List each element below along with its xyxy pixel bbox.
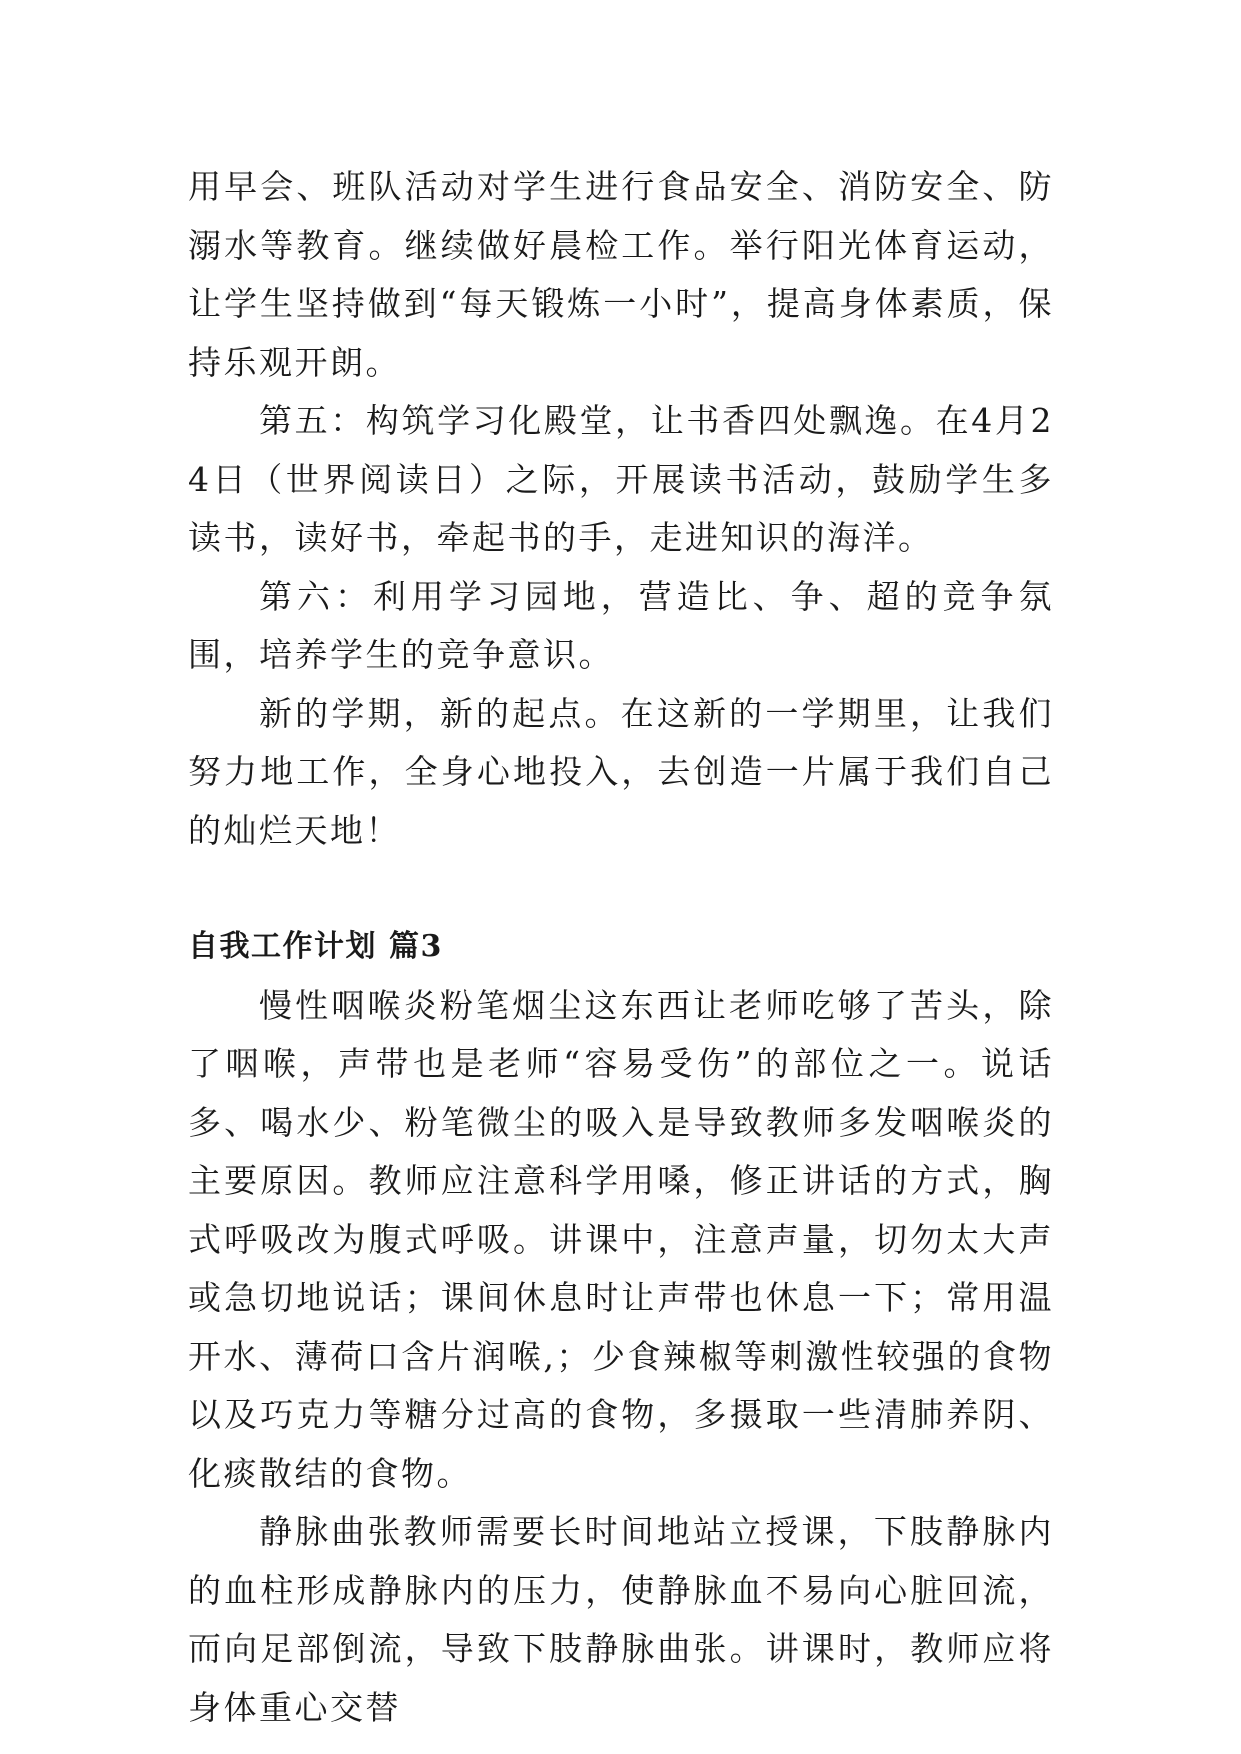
document-body [188, 158, 1054, 1737]
section-spacer [188, 860, 1054, 918]
paragraph-pharyngitis: 慢性咽喉炎粉笔烟尘这东西让老师吃够了苦头，除了咽喉，声带也是老师“容易受伤”的部位之一。说话多、喝水少、粉笔微尘的吸入是导致教师多发咽喉炎的主要原因。教师应注意科学用嗓，修正讲话的方式，胸式呼吸改为腹式呼吸。讲课中，注意声量，切勿太大声或急切地说话；课间休息时让声带也休息一下；常用温开水、薄荷口含片润喉,；少食辣椒等刺激性较强的食物以及巧克力等糖分过高的食物，多摄取一些清肺养阴、化痰散结的食物。 [188, 985, 1054, 1493]
paragraph-varicose-veins: 静脉曲张教师需要长时间地站立授课，下肢静脉内的血柱形成静脉内的压力，使静脉血不易向心脏回流，而向足部倒流，导致下肢静脉曲张。讲课时，教师应将身体重心交替 [188, 1512, 1054, 1727]
section-heading: 自我工作计划 篇3 [188, 929, 443, 964]
paragraph-new-semester: 新的学期，新的起点。在这新的一学期里，让我们努力地工作，全身心地投入，去创造一片属于我们自己的灿烂天地！ [188, 693, 1054, 850]
paragraph-fifth-reading: 第五：构筑学习化殿堂，让书香四处飘逸。在4月24日（世界阅读日）之际，开展读书活动，鼓励学生多读书，读好书，牵起书的手，走进知识的海洋。 [188, 401, 1054, 557]
paragraph-safety-education: 用早会、班队活动对学生进行食品安全、消防安全、防溺水等教育。继续做好晨检工作。举行阳光体育运动，让学生坚持做到“每天锻炼一小时”，提高身体素质，保持乐观开朗。 [188, 167, 1054, 382]
paragraph-sixth-competition: 第六：利用学习园地，营造比、争、超的竞争氛围，培养学生的竞争意识。 [188, 576, 1054, 674]
